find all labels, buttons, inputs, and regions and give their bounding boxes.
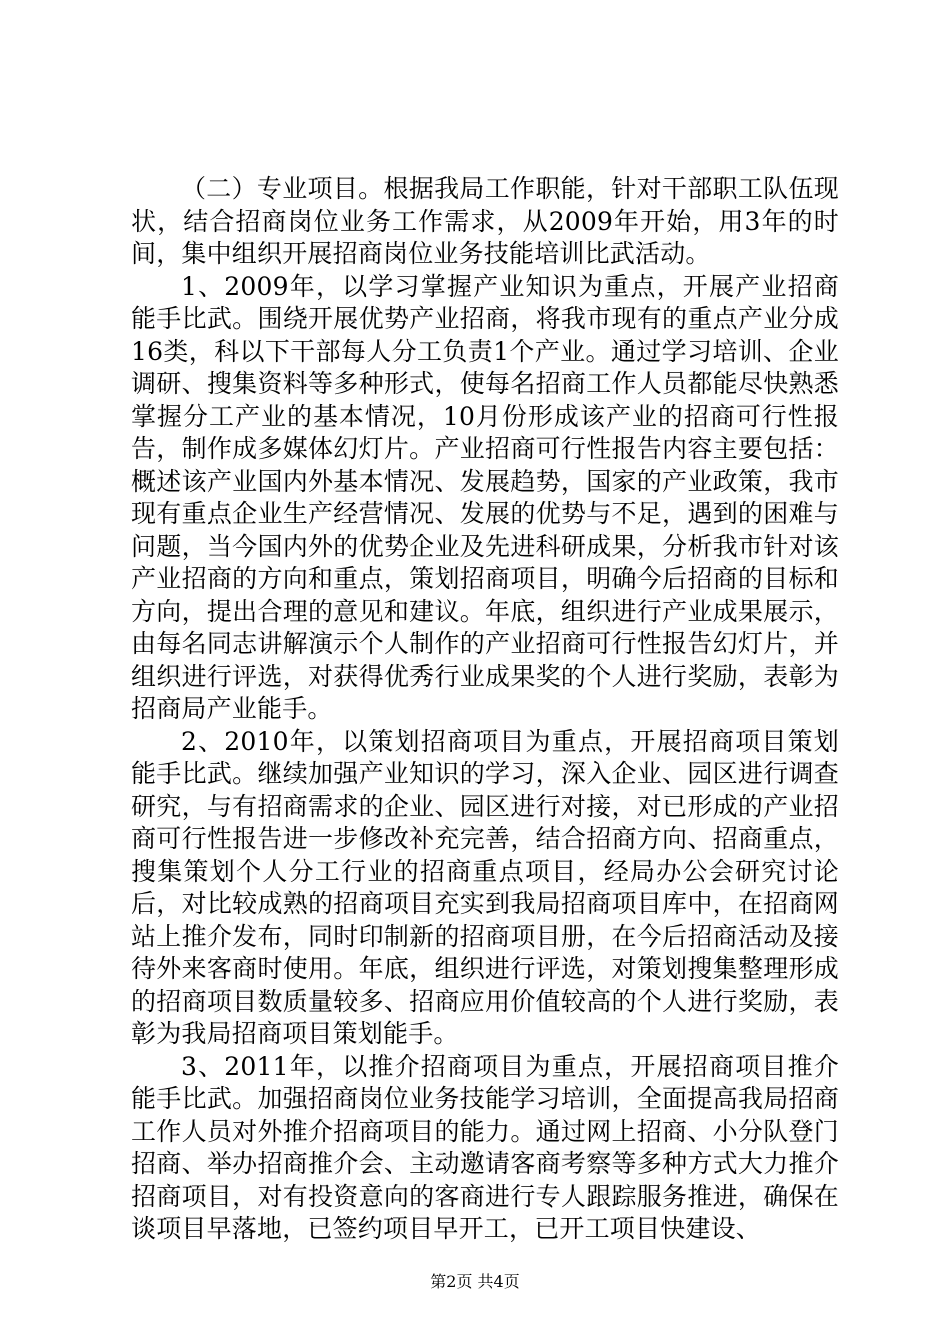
paragraph-item-2011: 3、2011年，以推介招商项目为重点，开展招商项目推介能手比武。加强招商岗位业务技能学习培训，全面提高我局招商工作人员对外推介招商项目的能力。通过网上招商、小分队登门招商、举办招商推介会、主动邀请客商考察等多种方式大力推介招商项目，对有投资意向的客商进行专人跟踪服务推进，确保在谈项目早落地，已签约项目早开工，已开工项目快建设、 (131, 1051, 839, 1243)
paragraph-professional-projects: （二）专业项目。根据我局工作职能，针对干部职工队伍现状，结合招商岗位业务工作需求，从2009年开始，用3年的时间，集中组织开展招商岗位业务技能培训比武活动。 (131, 174, 839, 268)
paragraph-item-2009: 1、2009年，以学习掌握产业知识为重点，开展产业招商能手比武。围绕开展优势产业招商，将我市现有的重点产业分成16类，科以下干部每人分工负责1个产业。通过学习培训、企业调研、搜集资料等多种形式，使每名招商工作人员都能尽快熟悉掌握分工产业的基本情况，10月份形成该产业的招商可行性报告，制作成多媒体幻灯片。产业招商可行性报告内容主要包括：概述该产业国内外基本情况、发展趋势，国家的产业政策，我市现有重点企业生产经营情况、发展的优势与不足，遇到的困难与问题，当今国内外的优势企业及先进科研成果，分析我市针对该产业招商的方向和重点，策划招商项目，明确今后招商的目标和方向，提出合理的意见和建议。年底，组织进行产业成果展示，由每名同志讲解演示个人制作的产业招商可行性报告幻灯片，并组织进行评选，对获得优秀行业成果奖的个人进行奖励，表彰为招商局产业能手。 (131, 271, 839, 723)
paragraph-item-2010: 2、2010年，以策划招商项目为重点，开展招商项目策划能手比武。继续加强产业知识的学习，深入企业、园区进行调查研究，与有招商需求的企业、园区进行对接，对已形成的产业招商可行性报告进一步修改补充完善，结合招商方向、招商重点，搜集策划个人分工行业的招商重点项目，经局办公会研究讨论后，对比较成熟的招商项目充实到我局招商项目库中，在招商网站上推介发布，同时印制新的招商项目册，在今后招商活动及接待外来客商时使用。年底，组织进行评选，对策划搜集整理形成的招商项目数质量较多、招商应用价值较高的个人进行奖励，表彰为我局招商项目策划能手。 (131, 726, 839, 1048)
document-body (131, 173, 839, 1246)
page-number-footer: 第2页 共4页 (430, 1272, 520, 1291)
